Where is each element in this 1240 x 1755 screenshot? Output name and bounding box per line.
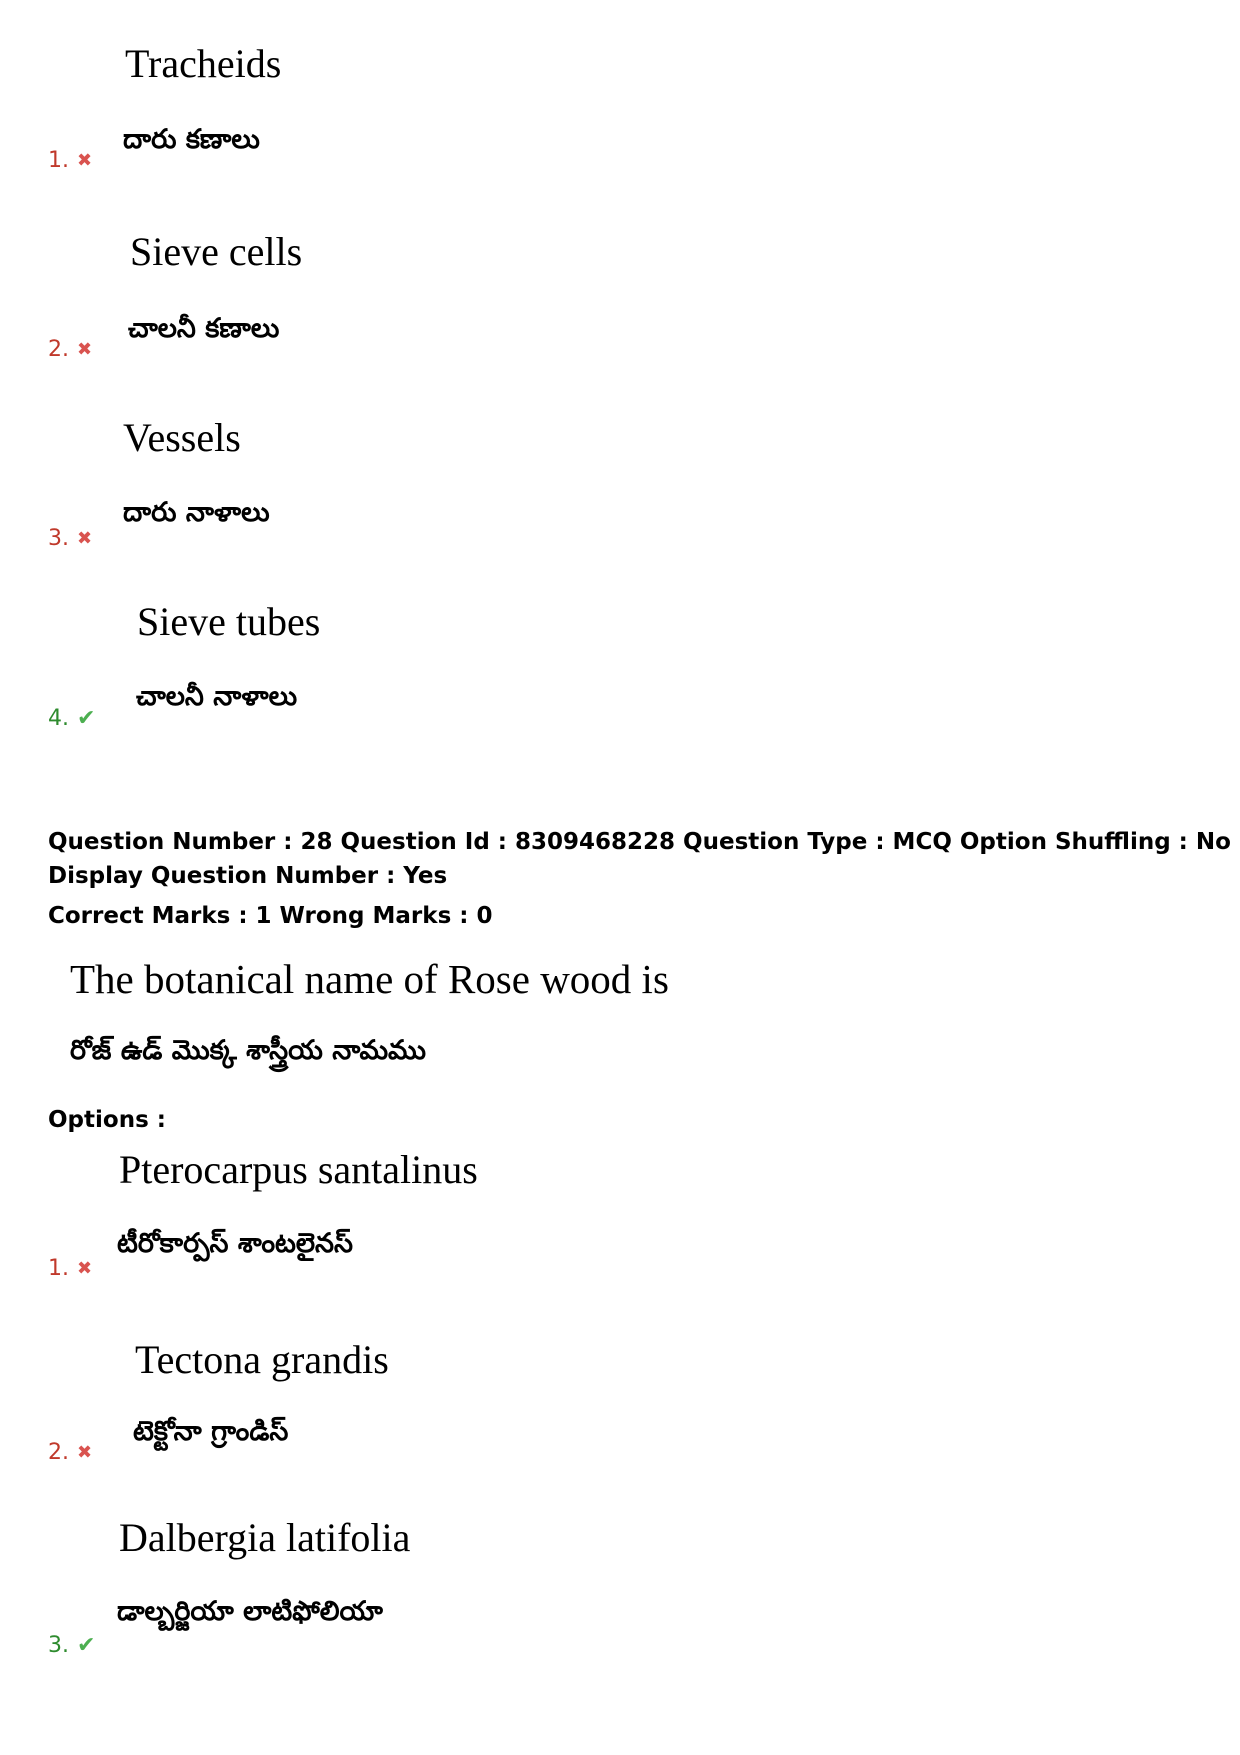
option-4-number: [48, 708, 95, 730]
q28-option-3-telugu: డాల్బర్జియా లాటిఫోలియా: [117, 1596, 383, 1627]
check-icon: ✔: [77, 1633, 96, 1658]
cross-icon: ✖: [77, 1258, 93, 1279]
cross-icon: ✖: [77, 150, 93, 171]
option-2-number: [48, 339, 92, 361]
question-text-telugu: రోజ్ ఉడ్ మొక్క శాస్త్రీయ నామము: [70, 1035, 426, 1066]
option-1-number: [48, 150, 92, 172]
option-number-label: 2.: [48, 1440, 69, 1465]
q28-option-2-number: [48, 1442, 92, 1464]
option-4-english: Sieve tubes: [137, 599, 321, 644]
option-1-telugu: దారు కణాలు: [123, 124, 260, 155]
question-meta-line1: Question Number : 28 Question Id : 8309468228 Question Type : MCQ Option Shuffling : No: [48, 829, 1231, 855]
option-2-telugu: చాలనీ కణాలు: [128, 313, 280, 344]
option-number-label: 3.: [48, 526, 69, 551]
option-3-telugu: దారు నాళాలు: [123, 497, 270, 528]
question-marks: Correct Marks : 1 Wrong Marks : 0: [48, 903, 493, 929]
option-3-english: Vessels: [123, 415, 241, 460]
question-text-english: The botanical name of Rose wood is: [70, 956, 669, 1002]
q28-option-2-english: Tectona grandis: [135, 1337, 389, 1382]
cross-icon: ✖: [77, 528, 93, 549]
options-label: Options :: [48, 1107, 166, 1133]
q28-option-1-english: Pterocarpus santalinus: [119, 1147, 478, 1192]
option-number-label: 4.: [48, 706, 69, 731]
option-number-label: 1.: [48, 148, 69, 173]
check-icon: ✔: [77, 706, 96, 731]
q28-option-2-telugu: టెక్టోనా గ్రాండిస్: [133, 1416, 289, 1447]
option-1-english: Tracheids: [125, 41, 282, 86]
q28-option-3-number: [48, 1635, 95, 1657]
option-number-label: 1.: [48, 1256, 69, 1281]
q28-option-1-telugu: టీరోకార్పస్ శాంటలైనస్: [117, 1228, 353, 1259]
option-number-label: 3.: [48, 1633, 69, 1658]
q28-option-3-english: Dalbergia latifolia: [119, 1515, 411, 1560]
option-3-number: [48, 528, 92, 550]
cross-icon: ✖: [77, 339, 93, 360]
option-2-english: Sieve cells: [130, 229, 303, 274]
option-4-telugu: చాలనీ నాళాలు: [136, 681, 298, 712]
question-meta-line2: Display Question Number : Yes: [48, 863, 448, 889]
option-number-label: 2.: [48, 337, 69, 362]
cross-icon: ✖: [77, 1442, 93, 1463]
q28-option-1-number: [48, 1258, 92, 1280]
